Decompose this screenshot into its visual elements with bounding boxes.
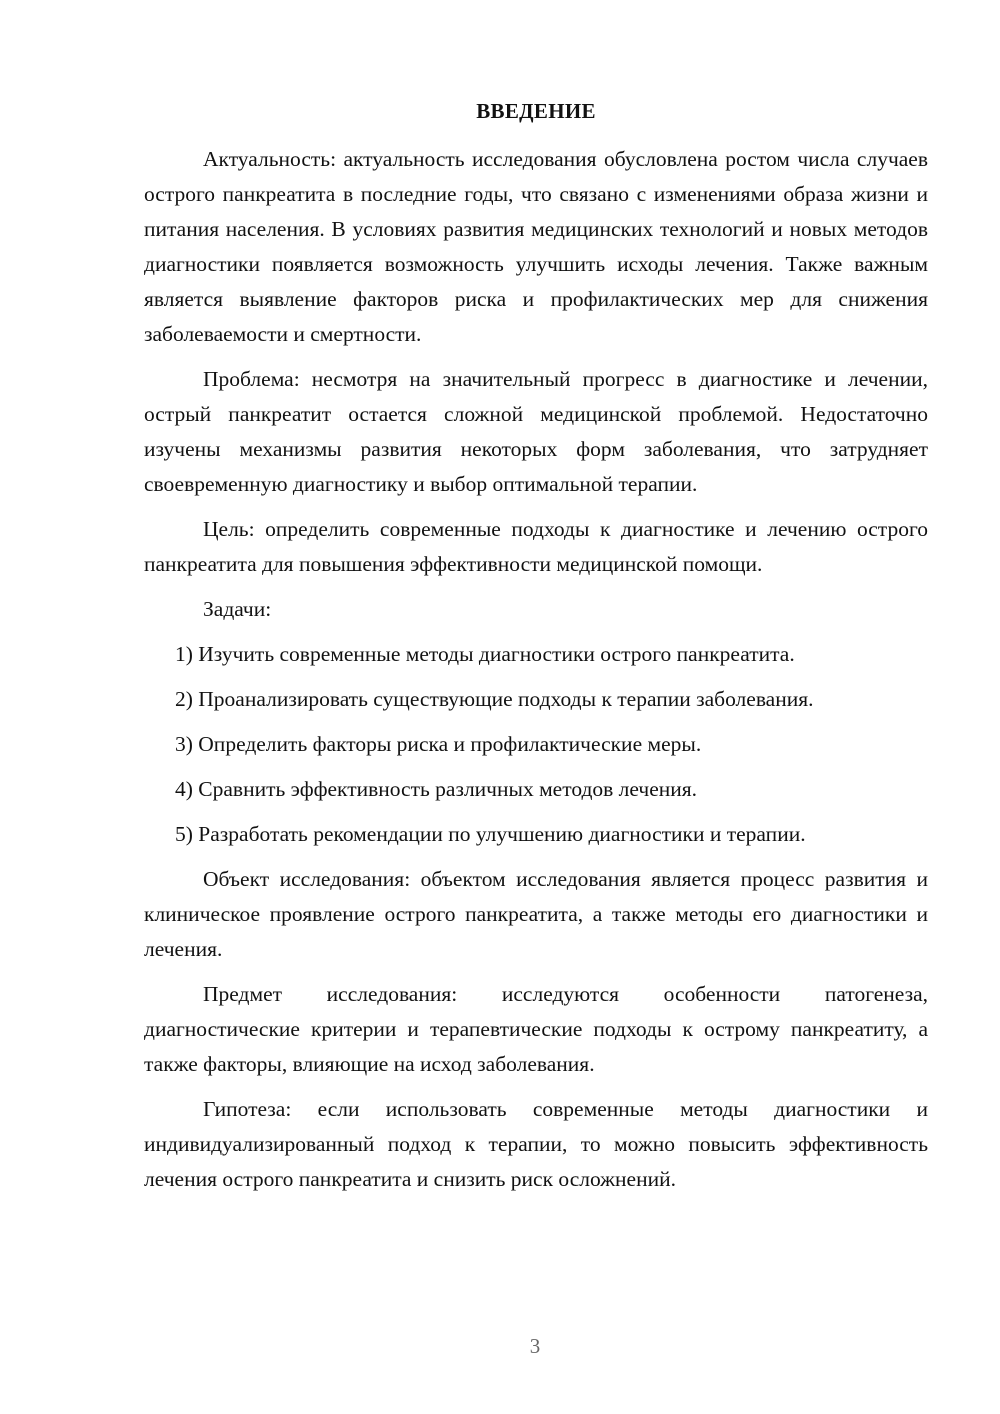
task-item: 2) Проанализировать существующие подходы к терапии заболевания. bbox=[175, 687, 814, 711]
tasks-heading: Задачи: bbox=[203, 597, 272, 621]
page-content bbox=[144, 95, 928, 1207]
task-list bbox=[144, 637, 928, 852]
problem-paragraph: Проблема: несмотря на значительный прогресс в диагностике и лечении, острый панкреатит остается сложной медицинской проблемой. Недостаточно изучены механизмы развития некоторых форм заболевания, что затрудняет своевременную диагностику и выбор оптимальной терапии. bbox=[144, 367, 928, 496]
task-item: 3) Определить факторы риска и профилактические меры. bbox=[175, 732, 702, 756]
page-title: ВВЕДЕНИЕ bbox=[476, 99, 596, 123]
page-number: 3 bbox=[529, 1334, 541, 1358]
task-item: 1) Изучить современные методы диагностики острого панкреатита. bbox=[175, 642, 795, 666]
goal-paragraph: Цель: определить современные подходы к диагностике и лечению острого панкреатита для повышения эффективности медицинской помощи. bbox=[144, 517, 928, 576]
hypothesis-paragraph: Гипотеза: если использовать современные методы диагностики и индивидуализированный подход к терапии, то можно повысить эффективность лечения острого панкреатита и снизить риск осложнений. bbox=[144, 1097, 928, 1191]
task-item: 4) Сравнить эффективность различных методов лечения. bbox=[175, 777, 698, 801]
task-item: 5) Разработать рекомендации по улучшению диагностики и терапии. bbox=[175, 822, 806, 846]
object-paragraph: Объект исследования: объектом исследования является процесс развития и клиническое проявление острого панкреатита, а также методы его диагностики и лечения. bbox=[144, 867, 928, 961]
relevance-paragraph: Актуальность: актуальность исследования обусловлена ростом числа случаев острого панкреатита в последние годы, что связано с изменениями образа жизни и питания населения. В условиях развития медицинских технологий и новых методов диагностики появляется возможность улучшить исходы лечения. Также важным является выявление факторов риска и профилактических мер для снижения заболеваемости и смертности. bbox=[144, 147, 928, 346]
subject-paragraph: Предмет исследования: исследуются особенности патогенеза, диагностические критерии и терапевтические подходы к острому панкреатиту, а также факторы, влияющие на исход заболевания. bbox=[144, 982, 928, 1076]
